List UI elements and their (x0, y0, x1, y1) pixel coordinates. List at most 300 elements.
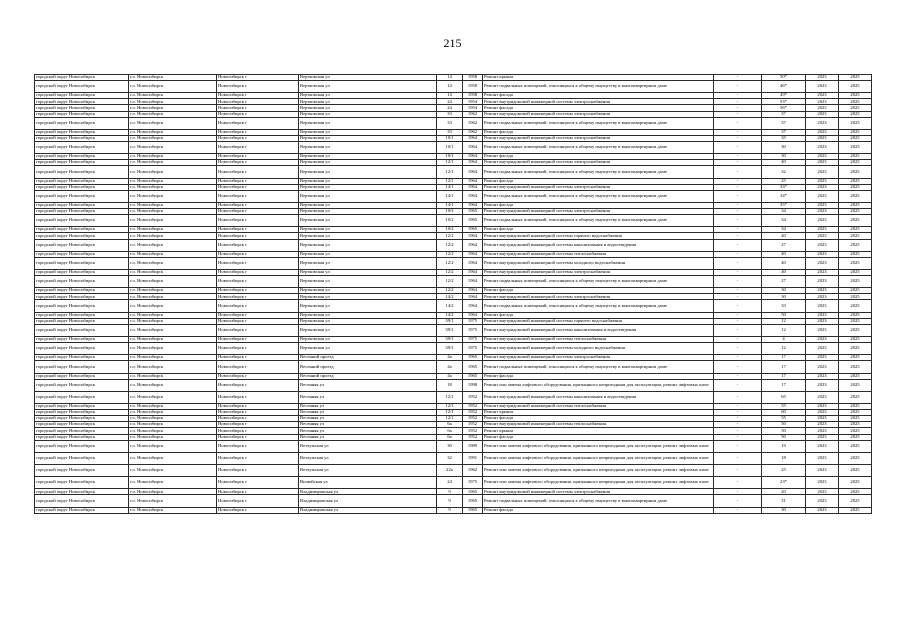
dash-cell: - (714, 391, 762, 403)
count-cell: 17 (762, 355, 806, 361)
house-number-cell: 39/1 (437, 324, 463, 336)
municipality-cell: г.о. Новосибирск (129, 251, 217, 257)
house-number-cell: 4а (437, 355, 463, 361)
end-year-cell: 2025 (839, 428, 872, 434)
settlement-cell: Новосибирск г (217, 81, 299, 93)
start-year-cell: 2023 (806, 270, 839, 276)
municipality-cell: г.о. Новосибирск (129, 355, 217, 361)
end-year-cell: 2025 (839, 257, 872, 269)
work-type-cell: Ремонт подвальных помещений, относящихся к общему имуществу в многоквартирном доме (483, 276, 714, 288)
dash-cell: - (714, 239, 762, 251)
year-built-cell: 1964 (463, 288, 483, 294)
street-cell: Вертковская ул (299, 178, 437, 184)
municipality-cell: г.о. Новосибирск (129, 233, 217, 239)
end-year-cell: 2025 (839, 489, 872, 495)
year-built-cell: 1952 (463, 422, 483, 428)
municipality-cell: г.о. Новосибирск (129, 477, 217, 489)
start-year-cell: 2023 (806, 379, 839, 391)
year-built-cell: 1952 (463, 434, 483, 440)
settlement-cell: Новосибирск г (217, 379, 299, 391)
dash-cell: - (714, 81, 762, 93)
house-number-cell: 30 (437, 440, 463, 452)
work-type-cell: Ремонт или замена лифтового оборудования, признанного непригодным для эксплуатации, ремонт лифтовых шахт (483, 477, 714, 489)
end-year-cell: 2025 (839, 276, 872, 288)
end-year-cell: 2025 (839, 404, 872, 410)
work-type-cell: Ремонт фасада (483, 288, 714, 294)
end-year-cell: 2025 (839, 343, 872, 355)
work-type-cell: Ремонт подвальных помещений, относящихся к общему имуществу в многоквартирном доме (483, 142, 714, 154)
count-cell: 37 (762, 117, 806, 129)
year-built-cell: 1964 (463, 178, 483, 184)
street-cell: Ветлужская ул (299, 440, 437, 452)
municipality-cell: г.о. Новосибирск (129, 135, 217, 141)
district-cell: городской округ Новосибирск (35, 105, 129, 111)
count-cell: 35* (762, 202, 806, 208)
year-built-cell: 1975 (463, 477, 483, 489)
settlement-cell: Новосибирск г (217, 184, 299, 190)
table-row (35, 257, 872, 269)
count-cell: 32 (762, 166, 806, 178)
house-number-cell: 18 (437, 379, 463, 391)
district-cell: городской округ Новосибирск (35, 452, 129, 464)
table-row (35, 166, 872, 178)
end-year-cell: 2025 (839, 410, 872, 416)
street-cell: Вертковская ул (299, 209, 437, 215)
end-year-cell: 2025 (839, 160, 872, 166)
street-cell: Вилюйская ул (299, 477, 437, 489)
settlement-cell: Новосибирск г (217, 410, 299, 416)
count-cell: 56* (762, 105, 806, 111)
house-number-cell: 12/1 (437, 160, 463, 166)
street-cell: Вертковская ул (299, 135, 437, 141)
municipality-cell: г.о. Новосибирск (129, 416, 217, 422)
house-number-cell: 10/1 (437, 135, 463, 141)
dash-cell: - (714, 410, 762, 416)
district-cell: городской округ Новосибирск (35, 166, 129, 178)
street-cell: Вертковская ул (299, 270, 437, 276)
district-cell: городской округ Новосибирск (35, 99, 129, 105)
district-cell: городской округ Новосибирск (35, 227, 129, 233)
dash-cell: - (714, 288, 762, 294)
dash-cell: - (714, 373, 762, 379)
district-cell: городской округ Новосибирск (35, 81, 129, 93)
street-cell: Вертковская ул (299, 129, 437, 135)
district-cell: городской округ Новосибирск (35, 312, 129, 318)
table-row (35, 440, 872, 452)
start-year-cell: 2023 (806, 428, 839, 434)
start-year-cell: 2023 (806, 111, 839, 117)
work-type-cell: Ремонт внутридомовой инженерной системы холодного водоснабжения (483, 343, 714, 355)
work-type-cell: Ремонт внутридомовой инженерной системы электроснабжения (483, 489, 714, 495)
work-type-cell: Ремонт внутридомовой инженерной системы теплоснабжения (483, 404, 714, 410)
district-cell: городской округ Новосибирск (35, 404, 129, 410)
municipality-cell: г.о. Новосибирск (129, 202, 217, 208)
district-cell: городской округ Новосибирск (35, 355, 129, 361)
municipality-cell: г.о. Новосибирск (129, 111, 217, 117)
year-built-cell: 1998 (463, 379, 483, 391)
year-built-cell: 1964 (463, 202, 483, 208)
settlement-cell: Новосибирск г (217, 190, 299, 202)
count-cell: 25 (762, 178, 806, 184)
count-cell: 34 (762, 209, 806, 215)
work-type-cell: Ремонт внутридомовой инженерной системы канализования и водоотведения (483, 239, 714, 251)
count-cell: 40 (762, 257, 806, 269)
end-year-cell: 2025 (839, 361, 872, 373)
settlement-cell: Новосибирск г (217, 160, 299, 166)
work-type-cell: Ремонт фасада (483, 434, 714, 440)
dash-cell: - (714, 160, 762, 166)
year-built-cell: 1954 (463, 105, 483, 111)
table-row (35, 477, 872, 489)
house-number-cell: 14 (437, 75, 463, 81)
year-built-cell: 1965 (463, 507, 483, 513)
start-year-cell: 2023 (806, 166, 839, 178)
street-cell: Весенняя ул (299, 391, 437, 403)
work-type-cell: Ремонт или замена лифтового оборудования, признанного непригодным для эксплуатации, ремонт лифтовых шахт (483, 440, 714, 452)
year-built-cell: 1965 (463, 227, 483, 233)
district-cell: городской округ Новосибирск (35, 117, 129, 129)
dash-cell: - (714, 489, 762, 495)
dash-cell: - (714, 507, 762, 513)
settlement-cell: Новосибирск г (217, 324, 299, 336)
municipality-cell: г.о. Новосибирск (129, 276, 217, 288)
work-type-cell: Ремонт внутридомовой инженерной системы электроснабжения (483, 184, 714, 190)
work-type-cell: Ремонт фасада (483, 129, 714, 135)
municipality-cell: г.о. Новосибирск (129, 452, 217, 464)
house-number-cell: 12/1 (437, 178, 463, 184)
settlement-cell: Новосибирск г (217, 343, 299, 355)
house-number-cell: 39/1 (437, 318, 463, 324)
work-type-cell: Ремонт внутридомовой инженерной системы электроснабжения (483, 135, 714, 141)
end-year-cell: 2025 (839, 239, 872, 251)
start-year-cell: 2023 (806, 99, 839, 105)
start-year-cell: 2023 (806, 489, 839, 495)
dash-cell: - (714, 312, 762, 318)
dash-cell: - (714, 361, 762, 373)
dash-cell: - (714, 178, 762, 184)
count-cell: 55 (762, 416, 806, 422)
street-cell: Вертковская ул (299, 239, 437, 251)
end-year-cell: 2025 (839, 190, 872, 202)
district-cell: городской округ Новосибирск (35, 209, 129, 215)
end-year-cell: 2025 (839, 93, 872, 99)
end-year-cell: 2025 (839, 135, 872, 141)
dash-cell: - (714, 465, 762, 477)
street-cell: Вертковская ул (299, 318, 437, 324)
count-cell: 34* (762, 190, 806, 202)
count-cell: 12 (762, 324, 806, 336)
work-type-cell: Ремонт фасада (483, 93, 714, 99)
house-number-cell: 10/2 (437, 209, 463, 215)
year-built-cell: 1952 (463, 404, 483, 410)
work-type-cell: Ремонт внутридомовой инженерной системы горячего водоснабжения (483, 233, 714, 239)
street-cell: Вертковская ул (299, 324, 437, 336)
house-number-cell: 39/1 (437, 337, 463, 343)
count-cell: 40 (762, 160, 806, 166)
start-year-cell: 2023 (806, 142, 839, 154)
table-row (35, 452, 872, 464)
settlement-cell: Новосибирск г (217, 440, 299, 452)
settlement-cell: Новосибирск г (217, 239, 299, 251)
municipality-cell: г.о. Новосибирск (129, 391, 217, 403)
municipality-cell: г.о. Новосибирск (129, 373, 217, 379)
year-built-cell: 1964 (463, 160, 483, 166)
count-cell: 17 (762, 373, 806, 379)
street-cell: Ветлужская ул (299, 452, 437, 464)
district-cell: городской округ Новосибирск (35, 489, 129, 495)
settlement-cell: Новосибирск г (217, 227, 299, 233)
district-cell: городской округ Новосибирск (35, 93, 129, 99)
end-year-cell: 2025 (839, 507, 872, 513)
dash-cell: - (714, 337, 762, 343)
house-number-cell: 12/1 (437, 416, 463, 422)
count-cell: 20 (762, 489, 806, 495)
start-year-cell: 2023 (806, 209, 839, 215)
district-cell: городской округ Новосибирск (35, 190, 129, 202)
capital-repair-table (34, 74, 872, 514)
municipality-cell: г.о. Новосибирск (129, 300, 217, 312)
table-row (35, 276, 872, 288)
street-cell: Весенняя ул (299, 416, 437, 422)
district-cell: городской округ Новосибирск (35, 75, 129, 81)
year-built-cell: 1952 (463, 410, 483, 416)
start-year-cell: 2023 (806, 190, 839, 202)
count-cell: 40 (762, 270, 806, 276)
year-built-cell: 1965 (463, 209, 483, 215)
house-number-cell: 12/2 (437, 276, 463, 288)
start-year-cell: 2023 (806, 391, 839, 403)
end-year-cell: 2025 (839, 227, 872, 233)
start-year-cell: 2023 (806, 215, 839, 227)
end-year-cell: 2025 (839, 166, 872, 178)
municipality-cell: г.о. Новосибирск (129, 99, 217, 105)
district-cell: городской округ Новосибирск (35, 135, 129, 141)
count-cell: 25 (762, 465, 806, 477)
start-year-cell: 2023 (806, 507, 839, 513)
settlement-cell: Новосибирск г (217, 391, 299, 403)
street-cell: Весенняя ул (299, 404, 437, 410)
start-year-cell: 2023 (806, 337, 839, 343)
year-built-cell: 1958 (463, 93, 483, 99)
district-cell: городской округ Новосибирск (35, 379, 129, 391)
municipality-cell: г.о. Новосибирск (129, 75, 217, 81)
municipality-cell: г.о. Новосибирск (129, 337, 217, 343)
municipality-cell: г.о. Новосибирск (129, 93, 217, 99)
district-cell: городской округ Новосибирск (35, 111, 129, 117)
municipality-cell: г.о. Новосибирск (129, 209, 217, 215)
year-built-cell: 1964 (463, 300, 483, 312)
start-year-cell: 2023 (806, 202, 839, 208)
settlement-cell: Новосибирск г (217, 288, 299, 294)
table-row (35, 190, 872, 202)
municipality-cell: г.о. Новосибирск (129, 81, 217, 93)
year-built-cell: 1964 (463, 276, 483, 288)
start-year-cell: 2023 (806, 288, 839, 294)
count-cell: 50 (762, 312, 806, 318)
work-type-cell: Ремонт внутридомовой инженерной системы холодного водоснабжения (483, 257, 714, 269)
count-cell: 18 (762, 452, 806, 464)
house-number-cell: 24 (437, 105, 463, 111)
settlement-cell: Новосибирск г (217, 117, 299, 129)
district-cell: городской округ Новосибирск (35, 416, 129, 422)
settlement-cell: Новосибирск г (217, 135, 299, 141)
street-cell: Вертковская ул (299, 202, 437, 208)
municipality-cell: г.о. Новосибирск (129, 495, 217, 507)
street-cell: Владимировская ул (299, 507, 437, 513)
count-cell: 49* (762, 93, 806, 99)
street-cell: Вертковская ул (299, 337, 437, 343)
district-cell: городской округ Новосибирск (35, 465, 129, 477)
year-built-cell: 1952 (463, 416, 483, 422)
end-year-cell: 2025 (839, 495, 872, 507)
year-built-cell: 1964 (463, 135, 483, 141)
municipality-cell: г.о. Новосибирск (129, 190, 217, 202)
count-cell: 27 (762, 276, 806, 288)
year-built-cell: 1965 (463, 489, 483, 495)
start-year-cell: 2023 (806, 416, 839, 422)
street-cell: Вертковская ул (299, 300, 437, 312)
count-cell: 27 (762, 239, 806, 251)
street-cell: Вертковская ул (299, 190, 437, 202)
count-cell: 17 (762, 361, 806, 373)
count-cell: 53* (762, 99, 806, 105)
start-year-cell: 2023 (806, 239, 839, 251)
settlement-cell: Новосибирск г (217, 294, 299, 300)
settlement-cell: Новосибирск г (217, 202, 299, 208)
municipality-cell: г.о. Новосибирск (129, 343, 217, 355)
municipality-cell: г.о. Новосибирск (129, 215, 217, 227)
count-cell: 12 (762, 343, 806, 355)
house-number-cell: 10/1 (437, 154, 463, 160)
end-year-cell: 2025 (839, 294, 872, 300)
count-cell: 50 (762, 434, 806, 440)
table-row (35, 507, 872, 513)
house-number-cell: 4а (437, 373, 463, 379)
work-type-cell: Ремонт подвальных помещений, относящихся к общему имуществу в многоквартирном доме (483, 215, 714, 227)
settlement-cell: Новосибирск г (217, 129, 299, 135)
settlement-cell: Новосибирск г (217, 495, 299, 507)
dash-cell: - (714, 166, 762, 178)
end-year-cell: 2025 (839, 105, 872, 111)
start-year-cell: 2023 (806, 257, 839, 269)
municipality-cell: г.о. Новосибирск (129, 379, 217, 391)
house-number-cell: 33 (437, 111, 463, 117)
count-cell: 65 (762, 391, 806, 403)
settlement-cell: Новосибирск г (217, 209, 299, 215)
settlement-cell: Новосибирск г (217, 428, 299, 434)
district-cell: городской округ Новосибирск (35, 233, 129, 239)
end-year-cell: 2025 (839, 355, 872, 361)
start-year-cell: 2023 (806, 251, 839, 257)
district-cell: городской округ Новосибирск (35, 154, 129, 160)
start-year-cell: 2023 (806, 434, 839, 440)
dash-cell: - (714, 428, 762, 434)
start-year-cell: 2023 (806, 160, 839, 166)
house-number-cell: 4а (437, 361, 463, 373)
work-type-cell: Ремонт фасада (483, 373, 714, 379)
settlement-cell: Новосибирск г (217, 373, 299, 379)
start-year-cell: 2023 (806, 410, 839, 416)
table-row (35, 361, 872, 373)
dash-cell: - (714, 404, 762, 410)
year-built-cell: 1975 (463, 337, 483, 343)
municipality-cell: г.о. Новосибирск (129, 270, 217, 276)
street-cell: Весенний проезд (299, 361, 437, 373)
year-built-cell: 1964 (463, 154, 483, 160)
count-cell: 33* (762, 184, 806, 190)
house-number-cell: 6а (437, 428, 463, 434)
end-year-cell: 2025 (839, 416, 872, 422)
table-row (35, 81, 872, 93)
house-number-cell: 9 (437, 507, 463, 513)
work-type-cell: Ремонт внутридомовой инженерной системы горячего водоснабжения (483, 318, 714, 324)
municipality-cell: г.о. Новосибирск (129, 129, 217, 135)
settlement-cell: Новосибирск г (217, 276, 299, 288)
dash-cell: - (714, 184, 762, 190)
dash-cell: - (714, 318, 762, 324)
house-number-cell: 14 (437, 81, 463, 93)
house-number-cell: 9 (437, 489, 463, 495)
settlement-cell: Новосибирск г (217, 404, 299, 410)
count-cell: 33 (762, 300, 806, 312)
end-year-cell: 2025 (839, 251, 872, 257)
year-built-cell: 1964 (463, 190, 483, 202)
house-number-cell: 33 (437, 129, 463, 135)
municipality-cell: г.о. Новосибирск (129, 422, 217, 428)
end-year-cell: 2025 (839, 379, 872, 391)
table-row (35, 379, 872, 391)
district-cell: городской округ Новосибирск (35, 343, 129, 355)
work-type-cell: Ремонт подвальных помещений, относящихся к общему имуществу в многоквартирном доме (483, 300, 714, 312)
start-year-cell: 2023 (806, 440, 839, 452)
count-cell: 50 (762, 428, 806, 434)
house-number-cell: 12/2 (437, 270, 463, 276)
settlement-cell: Новосибирск г (217, 465, 299, 477)
table-body (35, 75, 872, 514)
dash-cell: - (714, 355, 762, 361)
end-year-cell: 2025 (839, 422, 872, 428)
street-cell: Владимировская ул (299, 495, 437, 507)
year-built-cell: 1964 (463, 233, 483, 239)
start-year-cell: 2023 (806, 276, 839, 288)
end-year-cell: 2025 (839, 99, 872, 105)
settlement-cell: Новосибирск г (217, 105, 299, 111)
house-number-cell: 14 (437, 93, 463, 99)
settlement-cell: Новосибирск г (217, 215, 299, 227)
street-cell: Вертковская ул (299, 251, 437, 257)
count-cell: 19 (762, 440, 806, 452)
count-cell: 46* (762, 81, 806, 93)
municipality-cell: г.о. Новосибирск (129, 166, 217, 178)
dash-cell: - (714, 477, 762, 489)
start-year-cell: 2023 (806, 452, 839, 464)
year-built-cell: 1975 (463, 343, 483, 355)
municipality-cell: г.о. Новосибирск (129, 489, 217, 495)
count-cell: 30 (762, 294, 806, 300)
count-cell: 30 (762, 142, 806, 154)
settlement-cell: Новосибирск г (217, 75, 299, 81)
work-type-cell: Ремонт крыши (483, 410, 714, 416)
municipality-cell: г.о. Новосибирск (129, 294, 217, 300)
year-built-cell: 1958 (463, 81, 483, 93)
street-cell: Вертковская ул (299, 142, 437, 154)
work-type-cell: Ремонт или замена лифтового оборудования, признанного непригодным для эксплуатации, ремонт лифтовых шахт (483, 465, 714, 477)
settlement-cell: Новосибирск г (217, 154, 299, 160)
year-built-cell: 1964 (463, 257, 483, 269)
municipality-cell: г.о. Новосибирск (129, 257, 217, 269)
municipality-cell: г.о. Новосибирск (129, 428, 217, 434)
start-year-cell: 2023 (806, 324, 839, 336)
